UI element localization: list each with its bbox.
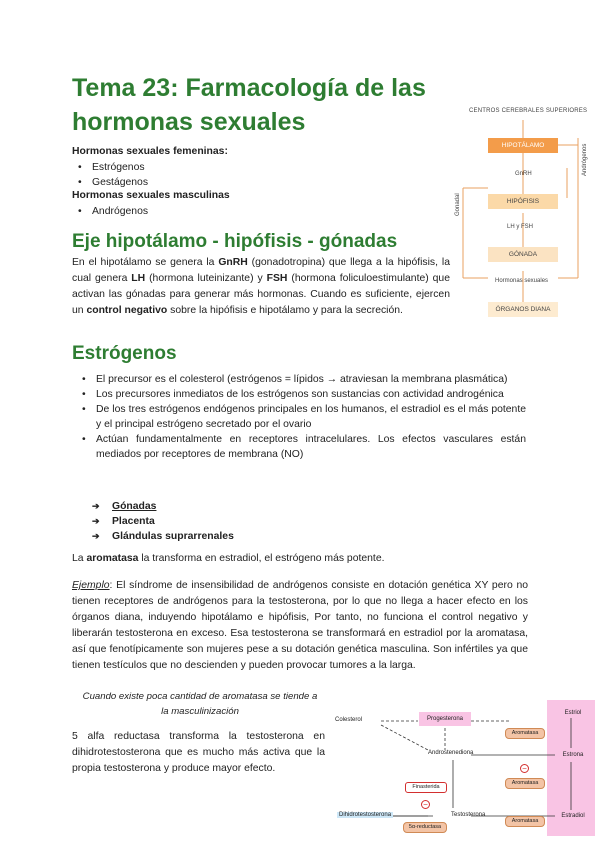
reductase-pill: 5α-reductasa [403, 822, 447, 833]
list-item: • Estrógenos [72, 160, 148, 175]
cholesterol-node: Colesterol [335, 717, 363, 723]
lh-fsh-label: LH y FSH [507, 224, 534, 230]
gonadal-label: Gonadal [455, 193, 461, 216]
gonad-box: GÓNADA [488, 247, 558, 262]
aromatase-note: Cuando existe poca cantidad de aromatasa se tiende a la masculinización [82, 691, 318, 717]
hypothalamus-box: HIPOTÁLAMO [488, 138, 558, 153]
estrogens-bullets [76, 372, 526, 462]
gnrh-label: GnRH [515, 171, 532, 177]
dht-node: Dihidrotestosterona [339, 812, 392, 818]
aromatase-pill-1: Aromatasa [505, 728, 545, 739]
estrogens-heading: Estrógenos [72, 343, 177, 364]
page-title: Tema 23: Farmacología de las hormonas sexuales [72, 74, 426, 136]
male-hormones-label: Hormonas sexuales masculinas [72, 190, 230, 201]
androgen-side-label: Andrógenos [582, 143, 588, 176]
progesterone-node: Progesterona [419, 712, 471, 726]
inhibition-icon: − [421, 800, 430, 809]
hpg-caption: CENTROS CEREBRALES SUPERIORES [469, 108, 588, 114]
inhibition-icon: − [520, 764, 529, 773]
list-item: ➔ Gónadas [92, 499, 234, 514]
list-item: • Gestágenos [72, 175, 148, 190]
list-item: • Los precursores inmediatos de los estrógenos son sustancias con actividad androgénica [76, 387, 526, 402]
testosterone-node: Testosterona [451, 812, 486, 818]
estriol-node: Estriol [564, 710, 582, 716]
estrone-node: Estrona [562, 752, 584, 758]
pituitary-box: HIPÓFISIS [488, 194, 558, 209]
estrogen-sources [92, 499, 234, 544]
androstenedione-node: Androstenediona [428, 750, 474, 756]
list-item: • De los tres estrógenos endógenos principales en los humanos, el estradiol es el más potente y el principal estrógeno secretado por el ovario [76, 402, 526, 432]
male-hormones-list [72, 204, 148, 219]
female-hormones-list [72, 160, 148, 190]
axis-paragraph: En el hipotálamo se genera la GnRH (gonadotropina) que llega a la hipófisis, la cual genera LH (hormona luteinizante) y FSH (hormona foliculoestimulante) que activan las gónadas para generar más hormonas. Cuando es suficiente, ejercen un control negativo sobre la hipófisis e hipotálamo y para la secreción. [72, 257, 450, 316]
list-item: • El precursor es el colesterol (estrógenos = lípidos → atraviesan la membrana plasmática) [76, 372, 526, 387]
target-organs-box: ÓRGANOS DIANA [488, 302, 558, 317]
aromatase-pill-3: Aromatasa [505, 816, 545, 827]
estradiol-node: Estradiol [561, 813, 585, 819]
list-item: ➔ Glándulas suprarrenales [92, 529, 234, 544]
hpg-axis-diagram [455, 108, 600, 320]
aromatase-paragraph: La aromatasa la transforma en estradiol, el estrógeno más potente. [72, 553, 385, 564]
aromatase-pill-2: Aromatasa [505, 778, 545, 789]
reductase-paragraph: 5 alfa reductasa transforma la testosterona en dihidrotestosterona que es mucho más activa que la propia testosterona y produce mayor efecto. [72, 731, 325, 774]
axis-heading: Eje hipotálamo - hipófisis - gónadas [72, 231, 398, 252]
example-paragraph: Ejemplo: El síndrome de insensibilidad de andrógenos consiste en dotación genética XY pero no tienen receptores de andrógenos para la testosterona, por lo que no llega a hacer efecto en los órganos diana, induyendo hipotálamo e hipófisis, Por tanto, no funciona el control negativo y liberarán testosterona en exceso. Esa testosterona se transformará en estradiol por la aromatasa, así que fenotípicamente son mujeres pese a su dotación genética masculina. Son infértiles ya que tienen testículos que no descienden y pueden provocar tumores a la larga. [72, 580, 528, 671]
list-item: ➔ Placenta [92, 514, 234, 529]
list-item: • Andrógenos [72, 204, 148, 219]
sex-hormones-label: Hormonas sexuales [495, 278, 549, 284]
steroid-pathway-diagram [333, 698, 598, 838]
finasteride-pill: Finasterida [405, 782, 447, 793]
list-item: • Actúan fundamentalmente en receptores intracelulares. Los efectos vasculares están mediados por receptores de membrana (NO) [76, 432, 526, 462]
female-hormones-label: Hormonas sexuales femeninas: [72, 146, 228, 157]
